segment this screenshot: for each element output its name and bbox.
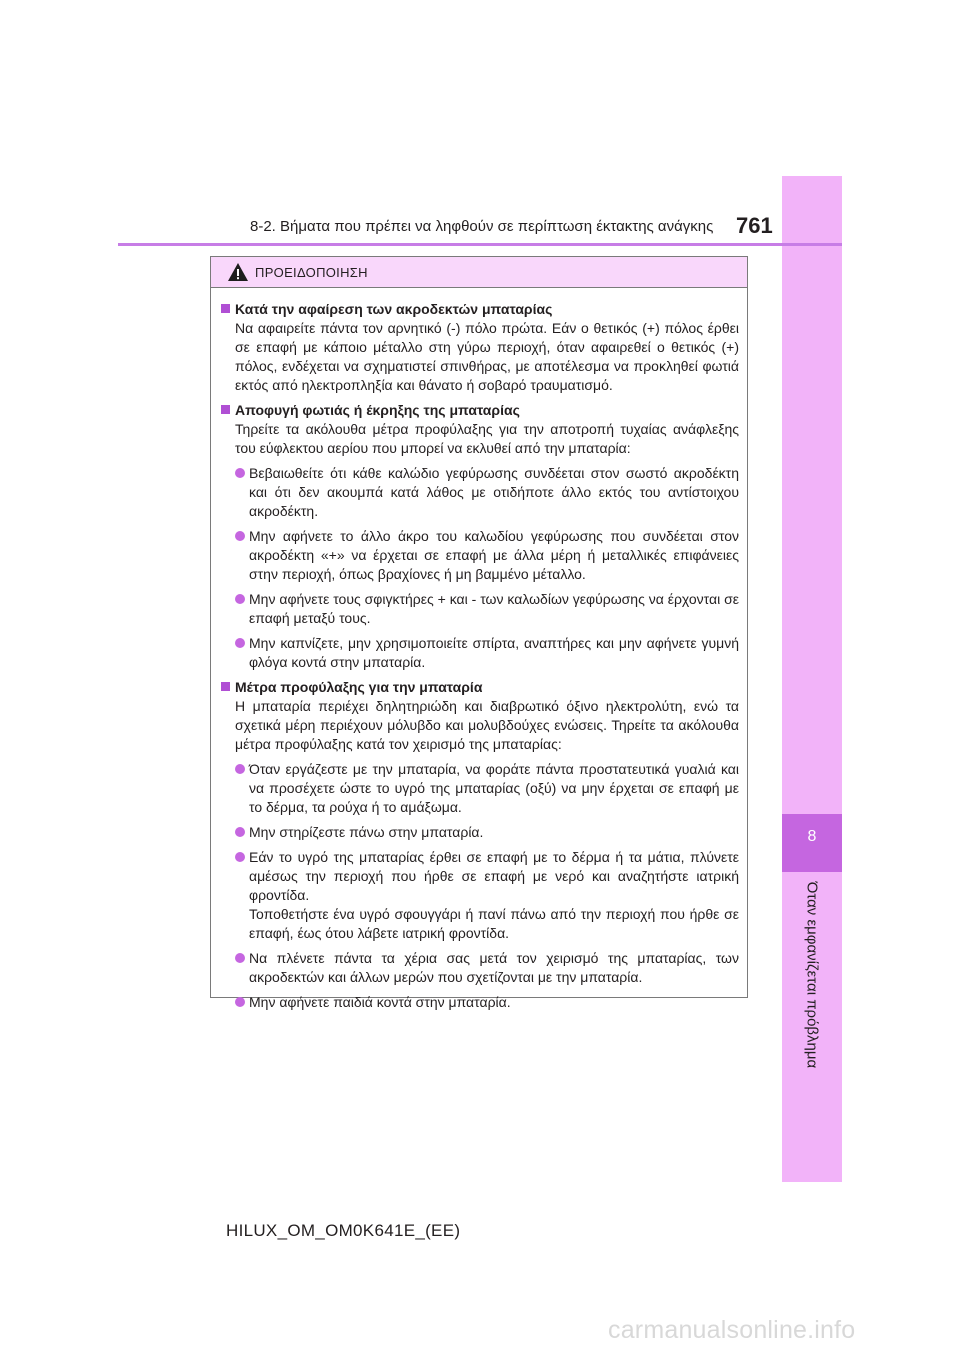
- warning-section: [221, 678, 739, 1012]
- square-bullet-icon: [221, 304, 230, 313]
- list-item: Όταν εργάζεστε με την μπαταρία, να φοράτε πάντα προστατευτικά γυαλιά και να προσέχετε ώστε το υγρό της μπαταρίας (οξύ) να μην έρχεται σε επαφή με το δέρμα, τα ρούχα ή το αμάξωμα.: [221, 760, 739, 817]
- bullet-dot-icon: [235, 531, 245, 541]
- section-text: Η μπαταρία περιέχει δηλητηριώδη και διαβρωτικό όξινο ηλεκτρολύτη, ενώ τα σχετικά μέρη περιέχουν μόλυβδο και μολυβδούχες ενώσεις. Τηρείτε τα ακόλουθα μέτρα προφύλαξης κατά τον χειρισμό της μπαταρίας:: [235, 698, 739, 752]
- list-item: [221, 848, 739, 943]
- bullet-text: Εάν το υγρό της μπαταρίας έρθει σε επαφή με το δέρμα ή τα μάτια, πλύνετε αμέσως την περιοχή που ήρθε σε επαφή με νερό και αναζητήστε ιατρική φροντίδα.: [249, 849, 739, 903]
- chapter-number: 8: [807, 828, 817, 845]
- bullet-dot-icon: [235, 827, 245, 837]
- list-item: Μην αφήνετε τους σφιγκτήρες + και - των καλωδίων γεφύρωσης να έρχονται σε επαφή μεταξύ τους.: [221, 590, 739, 628]
- warning-box: [210, 256, 748, 1010]
- header-divider: [118, 243, 842, 246]
- section-text: Τηρείτε τα ακόλουθα μέτρα προφύλαξης για την αποτροπή τυχαίας ανάφλεξης του εύφλεκτου αερίου που μπορεί να εκλυθεί από την μπαταρία:: [235, 421, 739, 456]
- warning-label: ΠΡΟΕΙΔΟΠΟΙΗΣΗ: [255, 264, 368, 280]
- warning-section: [221, 401, 739, 672]
- bullet-dot-icon: [235, 594, 245, 604]
- warning-section: [221, 300, 739, 395]
- document-code: HILUX_OM_OM0K641E_(EE): [226, 1221, 461, 1240]
- list-item: Μην καπνίζετε, μην χρησιμοποιείτε σπίρτα, αναπτήρες και μην αφήνετε γυμνή φλόγα κοντά στην μπαταρία.: [221, 634, 739, 672]
- bullet-dot-icon: [235, 468, 245, 478]
- square-bullet-icon: [221, 682, 230, 691]
- page-number: 761: [736, 213, 773, 238]
- list-item: Να πλένετε πάντα τα χέρια σας μετά τον χειρισμό της μπαταρίας, των ακροδεκτών και άλλων μερών που σχετίζονται με την μπαταρία.: [221, 949, 739, 987]
- section-heading: Κατά την αφαίρεση των ακροδεκτών μπαταρίας: [235, 301, 553, 317]
- bullet-dot-icon: [235, 953, 245, 963]
- warning-header: [211, 257, 747, 288]
- warning-triangle-icon: [227, 262, 249, 282]
- section-title: 8-2. Βήματα που πρέπει να ληφθούν σε περίπτωση έκτακτης ανάγκης: [250, 218, 714, 235]
- list-item: Μην αφήνετε παιδιά κοντά στην μπαταρία.: [221, 993, 739, 1012]
- list-item: Μην στηρίζεστε πάνω στην μπαταρία.: [221, 823, 739, 842]
- bullet-note: Τοποθετήστε ένα υγρό σφουγγάρι ή πανί πάνω από την περιοχή που ήρθε σε επαφή, έως ότου λάβετε ιατρική φροντίδα.: [249, 906, 739, 941]
- watermark: carmanualsonline.info: [608, 1316, 856, 1344]
- chapter-title: Όταν εμφανίζεται πρόβλημα: [803, 881, 821, 1069]
- bullet-dot-icon: [235, 852, 245, 862]
- warning-body: [211, 288, 747, 1012]
- bullet-dot-icon: [235, 638, 245, 648]
- section-text: Να αφαιρείτε πάντα τον αρνητικό (-) πόλο πρώτα. Εάν ο θετικός (+) πόλος έρθει σε επαφή με κάποιο μέταλλο στη γύρω περιοχή, όταν αφαιρεθεί ο θετικός (+) πόλος, ενδέχεται να σχηματιστεί σπινθήρας, με αποτέλεσμα να προκληθεί φωτιά εκτός από ηλεκτροπληξία και θάνατο ή σοβαρό τραυματισμό.: [235, 320, 739, 393]
- list-item: Βεβαιωθείτε ότι κάθε καλώδιο γεφύρωσης συνδέεται στον σωστό ακροδέκτη και ότι δεν ακουμπά κατά λάθος με οτιδήποτε άλλο εκτός του αντίστοιχου ακροδέκτη.: [221, 464, 739, 521]
- section-heading: Μέτρα προφύλαξης για την μπαταρία: [235, 679, 483, 695]
- bullet-dot-icon: [235, 764, 245, 774]
- square-bullet-icon: [221, 405, 230, 414]
- list-item: Μην αφήνετε το άλλο άκρο του καλωδίου γεφύρωσης που συνδέεται στον ακροδέκτη «+» να έρχεται σε επαφή με άλλα μέρη ή μεταλλικές επιφάνειες στην περιοχή, όπως βραχίονες ή μη βαμμένο μέταλλο.: [221, 527, 739, 584]
- section-heading: Αποφυγή φωτιάς ή έκρηξης της μπαταρίας: [235, 402, 520, 418]
- bullet-dot-icon: [235, 997, 245, 1007]
